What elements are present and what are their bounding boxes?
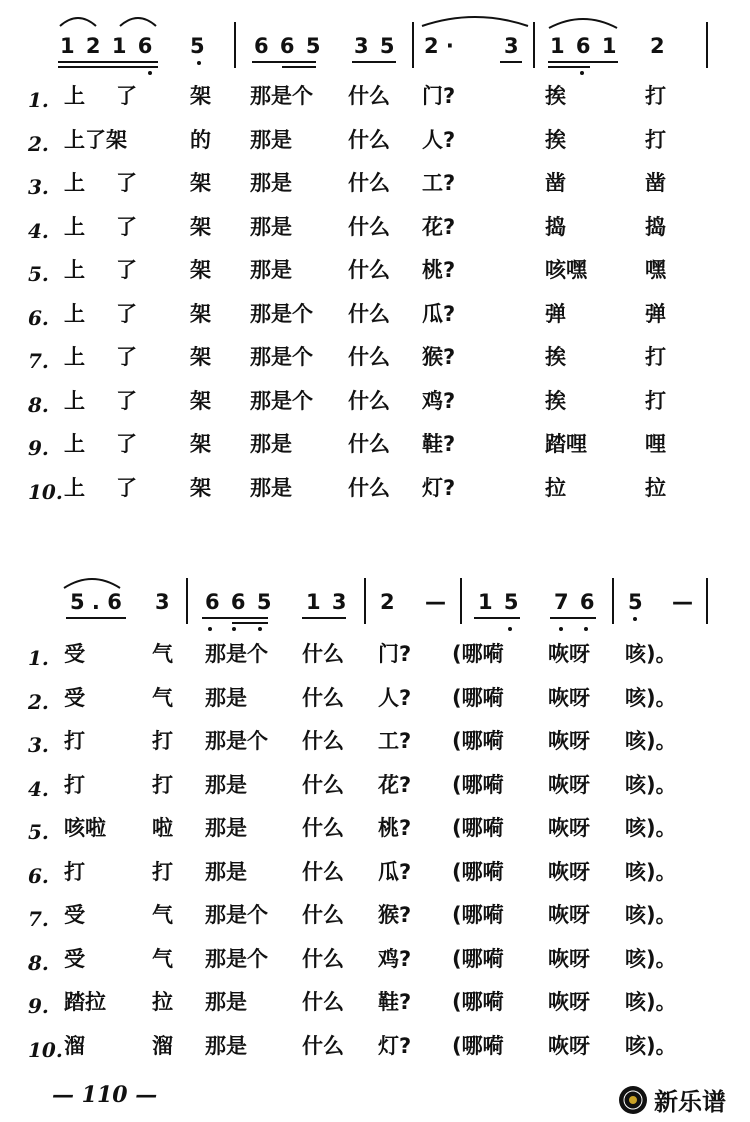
lyric-word: 咳)。 xyxy=(625,1033,677,1058)
lyric-word: (哪嗬 xyxy=(452,685,504,710)
lyric-word: 气 xyxy=(152,642,173,666)
lyric-word: 踏拉 xyxy=(64,990,106,1014)
lyric-word: 气 xyxy=(152,946,173,971)
lyric-word: 那是 xyxy=(205,772,247,797)
lyric-word: 上 xyxy=(64,345,85,369)
beam-line xyxy=(548,66,590,68)
verse-number: 9. xyxy=(28,994,49,1018)
note-group: 7 6 xyxy=(554,590,597,614)
lyric-word: 那是个 xyxy=(250,388,313,413)
lyric-word: 上了架 xyxy=(64,127,127,152)
lyric-word: 架 xyxy=(190,388,211,413)
beam-line xyxy=(302,617,346,619)
verse-number: 9. xyxy=(28,436,49,460)
note-group: — xyxy=(425,590,446,614)
lyric-word: 拉 xyxy=(645,475,666,500)
lyric-word: 人? xyxy=(378,685,412,710)
octave-dot xyxy=(584,627,588,631)
lyric-word: 那是 xyxy=(205,816,247,840)
lyric-word: 捣 xyxy=(545,214,566,239)
lyric-word: 咳)。 xyxy=(625,642,677,666)
lyric-word: 花? xyxy=(378,772,412,797)
lyric-word: 上 xyxy=(64,84,85,108)
lyric-word: 工? xyxy=(422,171,456,195)
lyric-word: 猴? xyxy=(378,903,412,927)
lyric-word: 咴呀 xyxy=(548,946,590,971)
lyric-word: 了 xyxy=(116,388,137,413)
beam-line xyxy=(352,61,396,63)
lyric-word: (哪嗬 xyxy=(452,816,504,840)
bar-line xyxy=(612,578,614,624)
lyric-word: 气 xyxy=(152,903,173,927)
octave-dot xyxy=(508,627,512,631)
octave-dot xyxy=(580,71,584,75)
note-group: 6 6 5 xyxy=(205,590,274,614)
note-group: 3 5 xyxy=(354,34,397,58)
lyric-word: 人? xyxy=(422,127,456,152)
lyric-word: 咴呀 xyxy=(548,685,590,710)
lyric-word: 咴呀 xyxy=(548,772,590,797)
lyric-word: 猴? xyxy=(422,345,456,369)
lyric-word: 咴呀 xyxy=(548,859,590,884)
verse-number: 7. xyxy=(28,907,49,931)
lyric-word: 那是 xyxy=(205,859,247,884)
lyric-word: 什么 xyxy=(302,946,344,971)
lyric-word: 咳啦 xyxy=(64,816,106,840)
octave-dot xyxy=(559,627,563,631)
verse-number: 5. xyxy=(28,262,49,286)
bar-line xyxy=(186,578,188,624)
lyric-word: 了 xyxy=(116,171,137,195)
lyric-word: 什么 xyxy=(348,301,390,326)
slur-mark xyxy=(58,10,98,30)
lyric-word: (哪嗬 xyxy=(452,859,504,884)
lyric-word: 那是个 xyxy=(205,903,268,927)
lyric-word: 凿 xyxy=(545,171,566,195)
lyric-word: 拉 xyxy=(152,990,173,1014)
beam-line xyxy=(58,66,158,68)
bar-line xyxy=(706,578,708,624)
lyric-word: 咳)。 xyxy=(625,946,677,971)
lyric-word: 什么 xyxy=(302,990,344,1014)
lyric-word: 工? xyxy=(378,729,412,753)
lyric-word: 嘿 xyxy=(645,258,666,282)
lyric-word: 上 xyxy=(64,475,85,500)
lyric-word: 瓜? xyxy=(378,859,412,884)
lyric-word: 气 xyxy=(152,685,173,710)
beam-line xyxy=(58,61,158,63)
octave-dot xyxy=(208,627,212,631)
note-group: 6 6 5 xyxy=(254,34,323,58)
lyric-word: 什么 xyxy=(348,345,390,369)
lyric-word: 挨 xyxy=(545,127,566,152)
lyric-word: 那是 xyxy=(205,685,247,710)
lyric-word: 什么 xyxy=(348,127,390,152)
lyric-word: 咴呀 xyxy=(548,990,590,1014)
lyric-word: 了 xyxy=(116,345,137,369)
lyric-word: 上 xyxy=(64,388,85,413)
lyric-word: 架 xyxy=(190,258,211,282)
note-group: — xyxy=(672,590,693,614)
note-group: 2 xyxy=(650,34,665,58)
lyric-word: 什么 xyxy=(348,388,390,413)
tie-mark xyxy=(420,8,530,30)
lyric-word: 什么 xyxy=(348,171,390,195)
verse-number: 1. xyxy=(28,88,49,112)
page-number: — 110 — xyxy=(52,1082,158,1108)
lyric-word: 那是 xyxy=(250,258,292,282)
brand-name: 新乐谱 xyxy=(654,1088,726,1116)
lyric-word: (哪嗬 xyxy=(452,946,504,971)
lyric-word: 什么 xyxy=(302,685,344,710)
lyric-word: 上 xyxy=(64,214,85,239)
lyric-word: 灯? xyxy=(422,475,456,500)
beam-line xyxy=(550,617,596,619)
lyric-word: 受 xyxy=(64,685,85,710)
lyric-word: 那是 xyxy=(205,990,247,1014)
beam-line xyxy=(202,617,268,619)
lyric-word: 上 xyxy=(64,258,85,282)
lyric-word: (哪嗬 xyxy=(452,1033,504,1058)
note-group: 2 xyxy=(380,590,395,614)
beam-line xyxy=(252,61,316,63)
lyric-word: 架 xyxy=(190,432,211,456)
note-group: 5 . 6 xyxy=(70,590,122,614)
lyric-word: 那是个 xyxy=(205,946,268,971)
bar-line xyxy=(706,22,708,68)
slur-mark xyxy=(118,10,158,30)
bar-line xyxy=(234,22,236,68)
lyric-word: 鞋? xyxy=(422,432,456,456)
verse-number: 4. xyxy=(28,776,49,801)
lyric-word: (哪嗬 xyxy=(452,903,504,927)
lyric-word: 咴呀 xyxy=(548,816,590,840)
lyric-word: 什么 xyxy=(302,859,344,884)
music-disc-icon xyxy=(618,1085,648,1115)
lyric-word: 鞋? xyxy=(378,990,412,1014)
lyric-word: 什么 xyxy=(348,432,390,456)
lyric-word: 打 xyxy=(645,388,666,413)
lyric-word: (哪嗬 xyxy=(452,772,504,797)
note-group: 3 xyxy=(504,34,519,58)
lyric-word: 什么 xyxy=(302,642,344,666)
beam-line xyxy=(66,617,126,619)
lyric-word: 那是 xyxy=(250,432,292,456)
lyric-word: 什么 xyxy=(302,816,344,840)
verse-number: 2. xyxy=(28,131,49,156)
lyric-word: 受 xyxy=(64,903,85,927)
lyric-word: 咳)。 xyxy=(625,685,677,710)
verse-number: 2. xyxy=(28,689,49,714)
beam-line xyxy=(282,66,316,68)
octave-dot xyxy=(633,617,637,621)
verse-number: 10. xyxy=(28,479,63,504)
lyric-word: 咳)。 xyxy=(625,859,677,884)
lyric-word: 咳嘿 xyxy=(545,258,587,282)
lyric-word: 那是 xyxy=(250,214,292,239)
note-group: 2 · xyxy=(424,34,454,58)
lyric-word: 花? xyxy=(422,214,456,239)
lyric-word: 凿 xyxy=(645,171,666,195)
lyric-word: 咳)。 xyxy=(625,990,677,1014)
lyric-word: 的 xyxy=(190,127,211,152)
verse-number: 8. xyxy=(28,950,49,975)
note-group: 5 xyxy=(628,590,643,614)
bar-line xyxy=(412,22,414,68)
octave-dot xyxy=(148,71,152,75)
lyric-word: 弹 xyxy=(645,301,666,326)
lyric-word: 咴呀 xyxy=(548,903,590,927)
lyric-word: 上 xyxy=(64,171,85,195)
note-group: 1 5 xyxy=(478,590,521,614)
lyric-word: (哪嗬 xyxy=(452,990,504,1014)
note-group: 5 xyxy=(190,34,205,58)
lyric-word: (哪嗬 xyxy=(452,729,504,753)
lyric-word: 架 xyxy=(190,171,211,195)
bar-line xyxy=(460,578,462,624)
verse-number: 10. xyxy=(28,1037,63,1062)
lyric-word: 什么 xyxy=(302,1033,344,1058)
lyric-word: 那是个 xyxy=(250,345,313,369)
lyric-word: 受 xyxy=(64,946,85,971)
lyric-word: 打 xyxy=(152,772,173,797)
lyric-word: 架 xyxy=(190,214,211,239)
lyric-word: 打 xyxy=(645,345,666,369)
brand-logo xyxy=(618,1082,726,1117)
lyric-word: (哪嗬 xyxy=(452,642,504,666)
verse-number: 8. xyxy=(28,392,49,417)
slur-mark xyxy=(62,570,122,592)
lyric-word: 灯? xyxy=(378,1033,412,1058)
lyric-word: 拉 xyxy=(545,475,566,500)
note-group: 1 3 xyxy=(306,590,349,614)
lyric-word: 咳)。 xyxy=(625,903,677,927)
lyric-word: 溜 xyxy=(64,1033,85,1058)
lyric-word: 那是个 xyxy=(250,84,313,108)
lyric-word: 门? xyxy=(378,642,412,666)
lyric-word: 咳)。 xyxy=(625,772,677,797)
lyric-word: 了 xyxy=(116,475,137,500)
lyric-word: 啦 xyxy=(152,816,173,840)
lyric-word: 打 xyxy=(64,859,85,884)
lyric-word: 架 xyxy=(190,475,211,500)
verse-number: 7. xyxy=(28,349,49,373)
lyric-word: 什么 xyxy=(348,475,390,500)
lyric-word: 鸡? xyxy=(378,946,412,971)
verse-number: 4. xyxy=(28,218,49,243)
lyric-word: 踏哩 xyxy=(545,432,587,456)
lyric-word: 瓜? xyxy=(422,301,456,326)
verse-number: 1. xyxy=(28,646,49,670)
lyric-word: 桃? xyxy=(422,258,456,282)
lyric-word: 那是 xyxy=(250,171,292,195)
lyric-word: 了 xyxy=(116,214,137,239)
lyric-word: 了 xyxy=(116,84,137,108)
lyric-word: 那是 xyxy=(205,1033,247,1058)
lyric-word: 咳)。 xyxy=(625,816,677,840)
lyric-word: 受 xyxy=(64,642,85,666)
lyric-word: 那是 xyxy=(250,475,292,500)
note-group: 1 6 1 xyxy=(550,34,619,58)
lyric-word: 打 xyxy=(645,127,666,152)
lyric-word: 上 xyxy=(64,301,85,326)
lyric-word: 架 xyxy=(190,84,211,108)
octave-dot xyxy=(232,627,236,631)
lyric-word: 弹 xyxy=(545,301,566,326)
slur-mark xyxy=(547,10,619,32)
lyric-word: 打 xyxy=(645,84,666,108)
verse-number: 6. xyxy=(28,305,49,330)
lyric-word: 架 xyxy=(190,301,211,326)
lyric-word: 溜 xyxy=(152,1033,173,1058)
lyric-word: 那是个 xyxy=(205,729,268,753)
bar-line xyxy=(533,22,535,68)
lyric-word: 打 xyxy=(152,859,173,884)
lyric-word: 打 xyxy=(64,772,85,797)
lyric-word: 那是个 xyxy=(205,642,268,666)
lyric-word: 什么 xyxy=(302,772,344,797)
lyric-word: 门? xyxy=(422,84,456,108)
lyric-word: 挨 xyxy=(545,345,566,369)
lyric-word: 打 xyxy=(152,729,173,753)
lyric-word: 什么 xyxy=(348,84,390,108)
lyric-word: 哩 xyxy=(645,432,666,456)
verse-number: 3. xyxy=(28,175,49,199)
lyric-word: 了 xyxy=(116,432,137,456)
lyric-word: 捣 xyxy=(645,214,666,239)
lyric-word: 那是 xyxy=(250,127,292,152)
verse-number: 3. xyxy=(28,733,49,757)
lyric-word: 什么 xyxy=(348,258,390,282)
lyric-word: 什么 xyxy=(302,903,344,927)
lyric-word: 咴呀 xyxy=(548,642,590,666)
beam-line xyxy=(548,61,618,63)
lyric-word: 挨 xyxy=(545,84,566,108)
note-group: 1 2 1 6 xyxy=(60,34,155,58)
beam-line xyxy=(474,617,520,619)
lyric-word: 了 xyxy=(116,258,137,282)
lyric-word: 那是个 xyxy=(250,301,313,326)
lyric-word: 咳)。 xyxy=(625,729,677,753)
lyric-word: 桃? xyxy=(378,816,412,840)
beam-line xyxy=(500,61,522,63)
lyric-word: 什么 xyxy=(348,214,390,239)
octave-dot xyxy=(258,627,262,631)
lyric-word: 打 xyxy=(64,729,85,753)
lyric-word: 架 xyxy=(190,345,211,369)
verse-number: 5. xyxy=(28,820,49,844)
lyric-word: 什么 xyxy=(302,729,344,753)
lyric-word: 了 xyxy=(116,301,137,326)
verse-number: 6. xyxy=(28,863,49,888)
lyric-word: 鸡? xyxy=(422,388,456,413)
lyric-word: 咴呀 xyxy=(548,1033,590,1058)
octave-dot xyxy=(197,61,201,65)
note-group: 3 xyxy=(155,590,170,614)
lyric-word: 咴呀 xyxy=(548,729,590,753)
bar-line xyxy=(364,578,366,624)
beam-line xyxy=(232,622,268,624)
lyric-word: 上 xyxy=(64,432,85,456)
lyric-word: 挨 xyxy=(545,388,566,413)
